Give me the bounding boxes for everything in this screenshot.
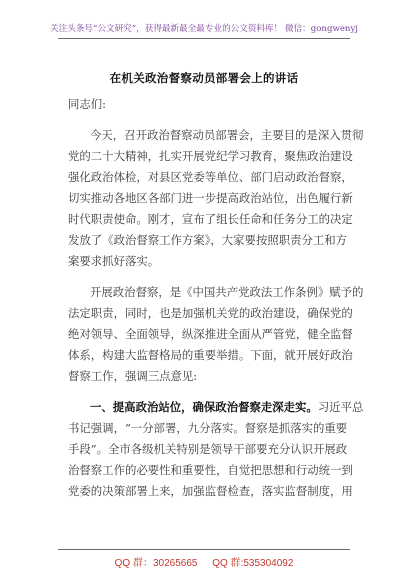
paragraph-1 xyxy=(68,125,364,272)
paragraph-line: 今天，召开政治督察动员部署会，主要目的是深入贯彻 xyxy=(90,128,364,142)
footer xyxy=(0,554,408,569)
paragraph-line: 手段”。全市各级机关特别是领导干部要充分认识开展政 xyxy=(68,442,348,456)
header-divider xyxy=(58,38,350,39)
footer-qq-group-1: QQ 群：30265665 xyxy=(114,558,198,569)
section-1-first-line xyxy=(68,397,364,418)
paragraph-gap xyxy=(68,115,344,125)
paragraph-line: 法定职责，同时，也是加强机关党的政治建设，确保党的 xyxy=(68,306,353,320)
salutation: 同志们: xyxy=(68,97,107,111)
section-1-heading: 一、提高政治站位，确保政治督察走深走实。 xyxy=(90,400,318,414)
paragraph-2 xyxy=(68,282,364,387)
paragraph-gap xyxy=(68,272,344,282)
paragraph-gap xyxy=(68,387,344,397)
paragraph-line: 党委的决策部署上来，加强监督检查，落实监督制度，用 xyxy=(68,484,353,498)
paragraph-line: 体系，构建大监督格局的重要举措。下面，就开展好政治 xyxy=(68,348,353,362)
document-title: 在机关政治督察动员部署会上的讲话 xyxy=(109,71,299,85)
paragraph-line: 绝对领导、全面领导，纵深推进全面从严管党，健全监督 xyxy=(68,327,353,341)
section-1 xyxy=(68,397,364,502)
paragraph-line: 习近平总 xyxy=(317,400,364,414)
paragraph-line: 督察工作，强调三点意见: xyxy=(68,369,198,383)
footer-qq-group-2: QQ 群:535304092 xyxy=(212,558,294,569)
paragraph-line: 切实推动各地区各部门进一步提高政治站位，出色履行新 xyxy=(68,191,353,205)
paragraph-line: 党的二十大精神，扎实开展党纪学习教育，聚焦政治建设 xyxy=(68,149,353,163)
paragraph-line: 案要求抓好落实。 xyxy=(68,254,160,268)
paragraph-line: 书记强调，“一分部署，九分落实。督察是抓落实的重要 xyxy=(68,421,348,435)
paragraph-line: 强化政治体检，对县区党委等单位、部门启动政治督察， xyxy=(68,170,353,184)
paragraph-line: 治督察工作的必要性和重要性，自觉把思想和行动统一到 xyxy=(68,463,353,477)
paragraph-line: 发放了《政治督察工作方案》，大家要按照职责分工和方 xyxy=(68,233,348,247)
paragraph-line: 开展政治督察，是《中国共产党政法工作条例》赋予的 xyxy=(90,285,364,299)
footer-divider xyxy=(58,549,350,550)
document-body xyxy=(68,90,364,502)
paragraph-line: 时代职责使命。刚才，宣布了组长任命和任务分工的决定 xyxy=(68,212,353,226)
header-notice: 关注头条号“公文研究”，获得最新最全最专业的公文资料库！ 微信：gongwenyj xyxy=(50,24,358,34)
